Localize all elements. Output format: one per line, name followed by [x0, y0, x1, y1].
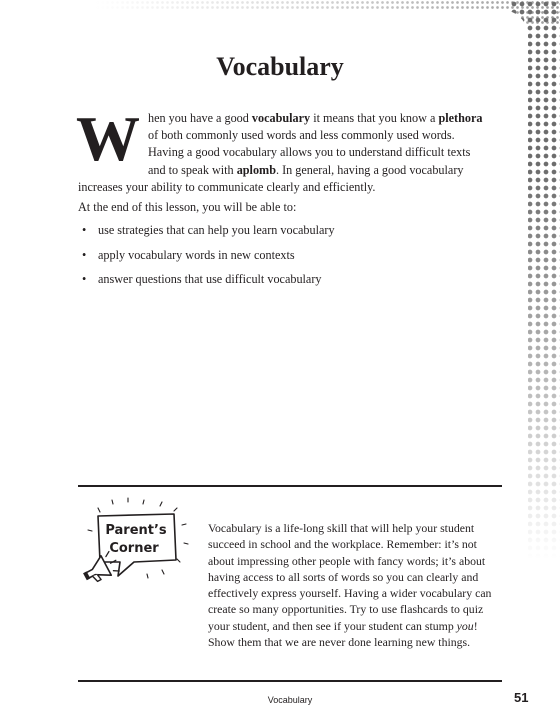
objective-text: answer questions that use difficult vocabulary	[98, 272, 322, 286]
parents-corner-text-1: Vocabulary is a life-long skill that will help your student succeed in school and the workplace. Remember: it’s not about impressing other people with fancy words; it’s about having access to all sorts of words so you can clearly and effectively express yourself. Having a wider vocabulary can create so many opportunities. Try to use flashcards to quiz your student, and then see if your student can stump	[208, 521, 492, 633]
intro-text-1: hen you have a good	[148, 111, 252, 125]
bullet-icon: •	[82, 247, 87, 262]
bullet-icon: •	[82, 223, 87, 237]
parents-corner-text-2: ! Show them that we are never done learning new things.	[208, 618, 478, 650]
term-plethora: plethora	[438, 111, 483, 125]
parents-corner-emphasis: you	[456, 618, 474, 633]
objective-text: apply vocabulary words in new contexts	[98, 247, 295, 262]
objective-item	[78, 271, 490, 296]
objectives-lead: At the end of this lesson, you will be able to:	[78, 200, 297, 214]
intro-text-4: . In general, having a good vocabulary increases your ability to communicate clearly and efficiently.	[78, 162, 464, 194]
parents-corner-label-1: Parent’s	[105, 523, 167, 538]
drop-cap: W	[76, 103, 140, 174]
intro-paragraph	[76, 103, 490, 196]
objective-item	[78, 222, 490, 247]
term-vocabulary: vocabulary	[251, 111, 311, 125]
intro-text-2: it means that you know a	[310, 111, 439, 125]
parents-corner-label-2: Corner	[109, 541, 159, 556]
footer-title: Vocabulary	[267, 695, 313, 705]
footer-divider	[78, 680, 502, 682]
objective-item	[78, 247, 490, 272]
term-aplomb: aplomb	[236, 162, 276, 177]
intro-text-3: of both commonly used words and less commonly used words. Having a good vocabulary allows you to understand difficult texts and to speak with	[148, 128, 471, 177]
objectives-list	[78, 222, 490, 296]
page-number: 51	[514, 690, 529, 705]
objective-text: use strategies that can help you learn vocabulary	[98, 223, 335, 237]
parents-corner-badge	[76, 494, 196, 594]
page-title: Vocabulary	[216, 52, 344, 81]
section-divider-top	[78, 485, 502, 487]
bullet-icon: •	[82, 272, 87, 286]
parents-corner-text	[208, 520, 504, 650]
